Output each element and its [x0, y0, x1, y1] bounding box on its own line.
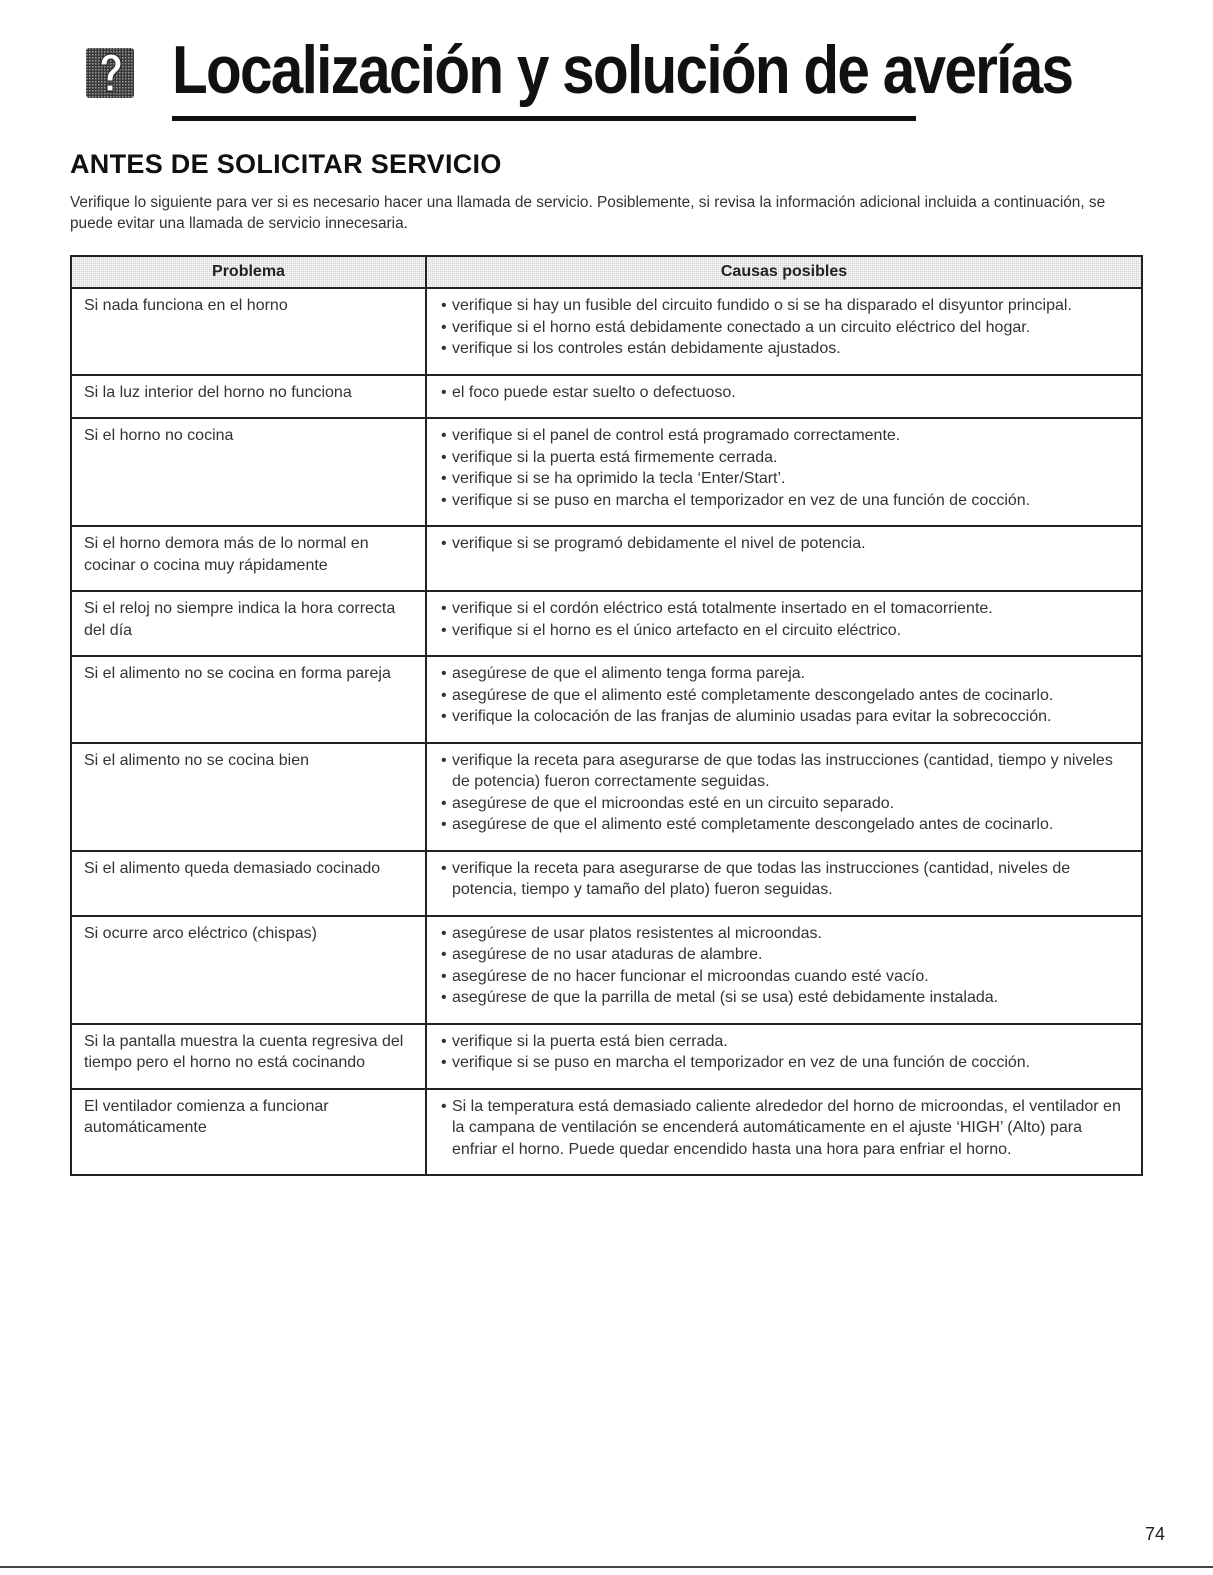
causes-list [441, 598, 1131, 641]
cause-item: • asegúrese de que el microondas esté en un circuito separado. [441, 793, 1131, 815]
cause-item: • asegúrese de no usar ataduras de alambre. [441, 944, 1131, 966]
cause-item: • verifique si el horno está debidamente conectado a un circuito eléctrico del hogar. [441, 317, 1131, 339]
cause-item: • verifique si el horno es el único artefacto en el circuito eléctrico. [441, 620, 1131, 642]
causes-list [441, 425, 1131, 511]
causes-list [441, 382, 1131, 404]
footer-rule [0, 1566, 1213, 1568]
problem-cell: Si el horno demora más de lo normal en cocinar o cocina muy rápidamente [71, 526, 426, 591]
page-title: Localización y solución de averías [172, 32, 1073, 108]
causes-cell [426, 1089, 1142, 1176]
table-row [71, 375, 1142, 419]
cause-item: • asegúrese de que el alimento esté completamente descongelado antes de cocinarlo. [441, 814, 1131, 836]
problem-cell: Si el horno no cocina [71, 418, 426, 526]
table-row [71, 1089, 1142, 1176]
problem-cell: Si el alimento no se cocina bien [71, 743, 426, 851]
table-row [71, 851, 1142, 916]
problem-cell: Si nada funciona en el horno [71, 288, 426, 375]
table-row [71, 916, 1142, 1024]
causes-cell [426, 916, 1142, 1024]
causes-cell [426, 288, 1142, 375]
causes-cell [426, 591, 1142, 656]
causes-cell [426, 656, 1142, 743]
problem-cell: Si el alimento queda demasiado cocinado [71, 851, 426, 916]
table-row [71, 526, 1142, 591]
cause-item: • verifique si el panel de control está programado correctamente. [441, 425, 1131, 447]
table-row [71, 288, 1142, 375]
causes-list [441, 1096, 1131, 1161]
cause-item: • verifique la colocación de las franjas de aluminio usadas para evitar la sobrecocción. [441, 706, 1131, 728]
table-row [71, 656, 1142, 743]
cause-item: • verifique si se ha oprimido la tecla ‘Enter/Start’. [441, 468, 1131, 490]
cause-item: • verifique si la puerta está bien cerrada. [441, 1031, 1131, 1053]
cause-item: • verifique si los controles están debidamente ajustados. [441, 338, 1131, 360]
causes-cell [426, 743, 1142, 851]
cause-item: • verifique si se programó debidamente el nivel de potencia. [441, 533, 1131, 555]
cause-item: • asegúrese de usar platos resistentes al microondas. [441, 923, 1131, 945]
cause-item: • asegúrese de no hacer funcionar el microondas cuando esté vacío. [441, 966, 1131, 988]
causes-list [441, 923, 1131, 1009]
causes-list [441, 750, 1131, 836]
page-number: 74 [1144, 1524, 1165, 1544]
problem-cell: Si la luz interior del horno no funciona [71, 375, 426, 419]
causes-cell [426, 851, 1142, 916]
table-row [71, 743, 1142, 851]
causes-cell [426, 375, 1142, 419]
cause-item: • verifique la receta para asegurarse de que todas las instrucciones (cantidad, niveles de potencia, tiempo y tamaño del plato) fueron seguidas. [441, 858, 1131, 901]
causes-cell [426, 526, 1142, 591]
problem-cell: Si el reloj no siempre indica la hora correcta del día [71, 591, 426, 656]
table-row [71, 1024, 1142, 1089]
cause-item: • Si la temperatura está demasiado caliente alrededor del horno de microondas, el ventilador en la campana de ventilación se encenderá automáticamente en el ajuste ‘HIGH’ (Alto) para enfriar el horno. Puede quedar encendido hasta una hora para enfriar el horno. [441, 1096, 1131, 1161]
cause-item: • asegúrese de que el alimento esté completamente descongelado antes de cocinarlo. [441, 685, 1131, 707]
problem-cell: El ventilador comienza a funcionar automáticamente [71, 1089, 426, 1176]
cause-item: • verifique si hay un fusible del circuito fundido o si se ha disparado el disyuntor principal. [441, 295, 1131, 317]
causes-list [441, 858, 1131, 901]
causes-cell [426, 418, 1142, 526]
table-body [71, 288, 1142, 1175]
troubleshooting-table [70, 255, 1143, 1176]
causes-cell [426, 1024, 1142, 1089]
cause-item: • el foco puede estar suelto o defectuoso. [441, 382, 1131, 404]
table-row [71, 418, 1142, 526]
section-heading: ANTES DE SOLICITAR SERVICIO [70, 149, 502, 179]
causes-list [441, 295, 1131, 360]
question-mark-icon [86, 48, 134, 98]
causes-list [441, 663, 1131, 728]
cause-item: • asegúrese de que la parrilla de metal (si se usa) esté debidamente instalada. [441, 987, 1131, 1009]
table-header-row [71, 256, 1142, 288]
causes-list [441, 1031, 1131, 1074]
cause-item: • verifique si se puso en marcha el temporizador en vez de una función de cocción. [441, 1052, 1131, 1074]
cause-item: • verifique si la puerta está firmemente cerrada. [441, 447, 1131, 469]
cause-item: • verifique si el cordón eléctrico está totalmente insertado en el tomacorriente. [441, 598, 1131, 620]
cause-item: • verifique la receta para asegurarse de que todas las instrucciones (cantidad, tiempo y niveles de potencia) fueron correctamente seguidas. [441, 750, 1131, 793]
problem-cell: Si el alimento no se cocina en forma pareja [71, 656, 426, 743]
title-underline [172, 116, 916, 121]
cause-item: • verifique si se puso en marcha el temporizador en vez de una función de cocción. [441, 490, 1131, 512]
intro-paragraph: Verifique lo siguiente para ver si es necesario hacer una llamada de servicio. Posiblemente, si revisa la información adicional incluida a continuación, se puede evitar una llamada de servicio innecesaria. [70, 194, 1106, 232]
page-header [86, 30, 1073, 130]
problem-cell: Si ocurre arco eléctrico (chispas) [71, 916, 426, 1024]
header-causes: Causas posibles [426, 256, 1142, 288]
cause-item: • asegúrese de que el alimento tenga forma pareja. [441, 663, 1131, 685]
table-row [71, 591, 1142, 656]
causes-list [441, 533, 1131, 555]
header-problem: Problema [71, 256, 426, 288]
problem-cell: Si la pantalla muestra la cuenta regresiva del tiempo pero el horno no está cocinando [71, 1024, 426, 1089]
